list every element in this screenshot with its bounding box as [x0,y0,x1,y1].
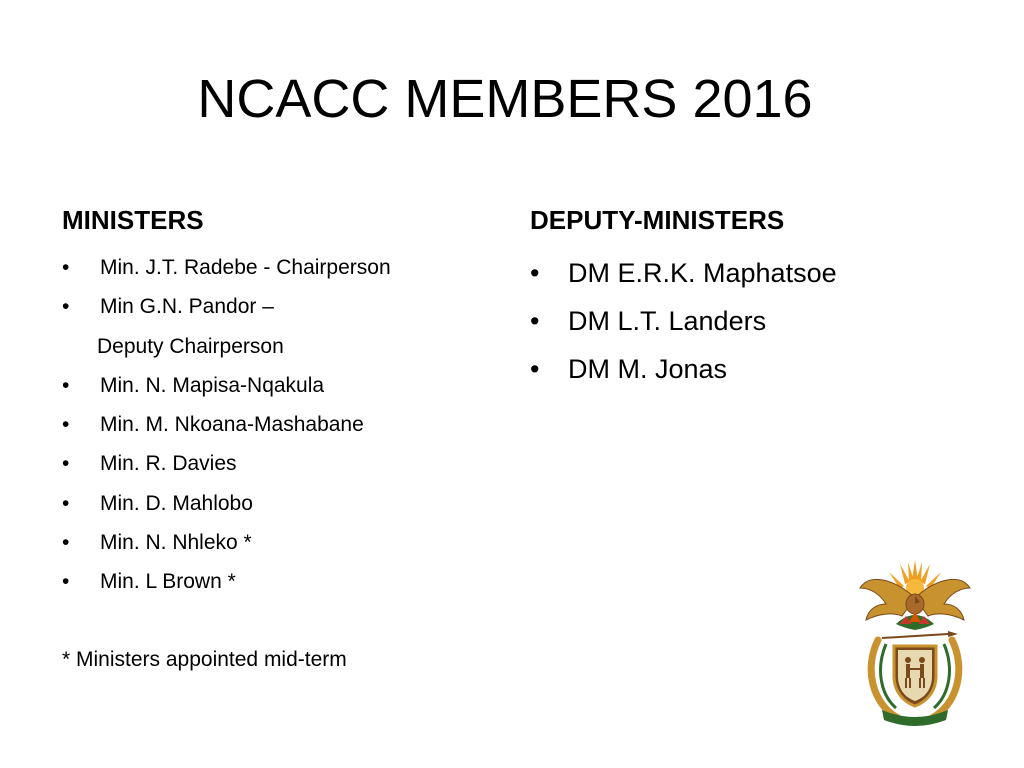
deputy-minister-item: • DM E.R.K. Maphatsoe [530,253,970,301]
ministers-footnote: * Ministers appointed mid-term [62,648,347,671]
deputy-minister-item: • DM L.T. Landers [530,301,970,349]
minister-item: • Min G.N. Pandor – [62,287,502,326]
slide-title: NCACC MEMBERS 2016 [197,69,813,129]
minister-item: • Min. J.T. Radebe - Chairperson [62,248,502,287]
minister-item-continuation: Deputy Chairperson [97,334,284,358]
minister-item: • Min. M. Nkoana-Mashabane [62,405,502,444]
minister-item: • Min. R. Davies [62,444,502,483]
ministers-heading: MINISTERS [62,205,204,235]
deputy-minister-item: • DM M. Jonas [530,349,970,397]
minister-item: • Min. D. Mahlobo [62,484,502,523]
deputy-ministers-list [530,253,970,397]
minister-item: • Min. N. Nhleko * [62,523,502,562]
south-africa-coat-of-arms-icon [856,558,974,728]
minister-item: • Min. L Brown * [62,562,502,601]
ministers-list [62,248,502,602]
minister-item: • Min. N. Mapisa-Nqakula [62,366,502,405]
deputy-ministers-heading: DEPUTY-MINISTERS [530,205,785,235]
